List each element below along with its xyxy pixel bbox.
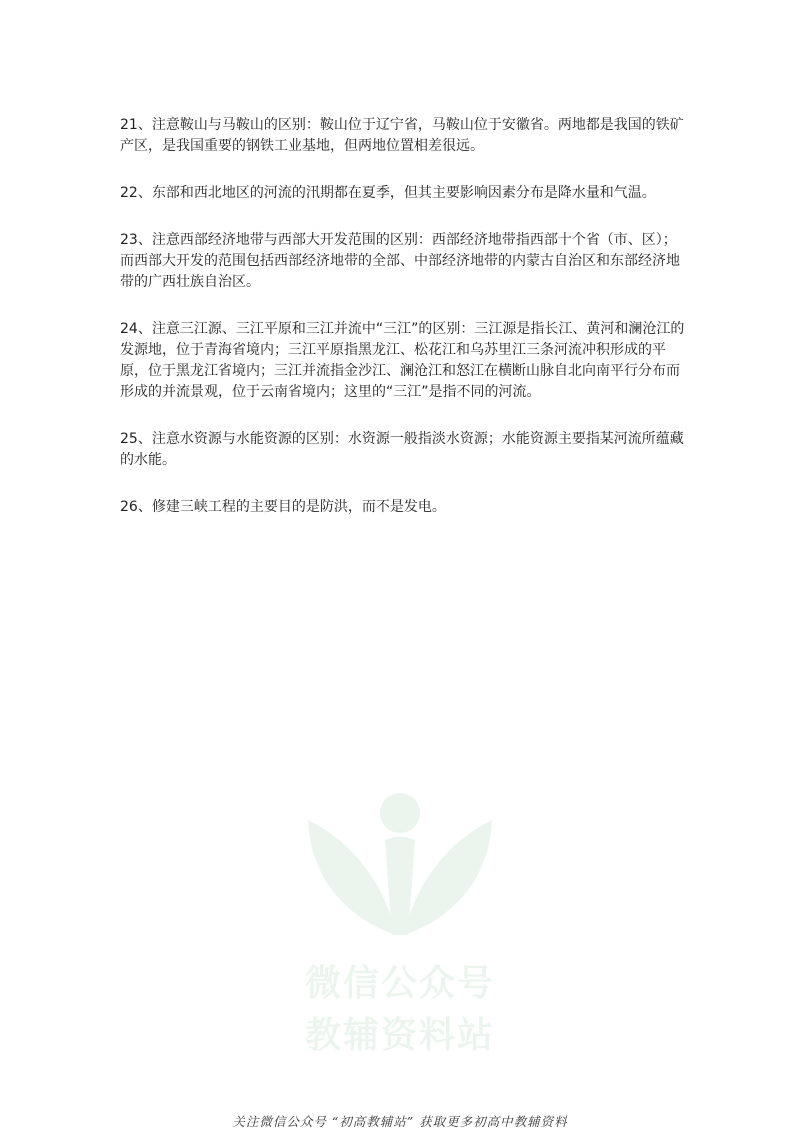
- watermark: [300, 785, 500, 1055]
- paragraph-24: 24、注意三江源、三江平原和三江并流中“三江”的区别：三江源是指长江、黄河和澜沧江的发源地，位于青海省境内；三江平原指黑龙江、松花江和乌苏里江三条河流冲积形成的平原，位于黑龙江省境内；三江并流指金沙江、澜沧江和怒江在横断山脉自北向南平行分布而形成的并流景观，位于云南省境内；这里的“三江”是指不同的河流。: [120, 321, 685, 400]
- watermark-line-2: 教辅资料站: [304, 1015, 495, 1056]
- paragraph-25: 25、注意水资源与水能资源的区别：水资源一般指淡水资源；水能资源主要指某河流所蕴藏的水能。: [120, 431, 684, 468]
- sprout-person-logo-icon: [300, 785, 500, 950]
- paragraph-26: 26、修建三峡工程的主要目的是防洪，而不是发电。: [120, 499, 446, 515]
- page-footer: 关注微信公众号 “初高教辅站” 获取更多初高中教辅资料: [232, 1114, 568, 1129]
- watermark-line-1: 微信公众号: [304, 963, 495, 1004]
- paragraph-21: 21、注意鞍山与马鞍山的区别：鞍山位于辽宁省，马鞍山位于安徽省。两地都是我国的铁矿产区，是我国重要的钢铁工业基地，但两地位置相差很远。: [120, 117, 684, 154]
- document-body: [120, 115, 685, 544]
- paragraph-22: 22、东部和西北地区的河流的汛期都在夏季，但其主要影响因素分布是降水量和气温。: [120, 185, 656, 201]
- paragraph-23: 23、注意西部经济地带与西部大开发范围的区别：西部经济地带指西部十个省（市、区）；而西部大开发的范围包括西部经济地带的全部、中部经济地带的内蒙古自治区和东部经济地带的广西壮族自治区。: [120, 232, 680, 290]
